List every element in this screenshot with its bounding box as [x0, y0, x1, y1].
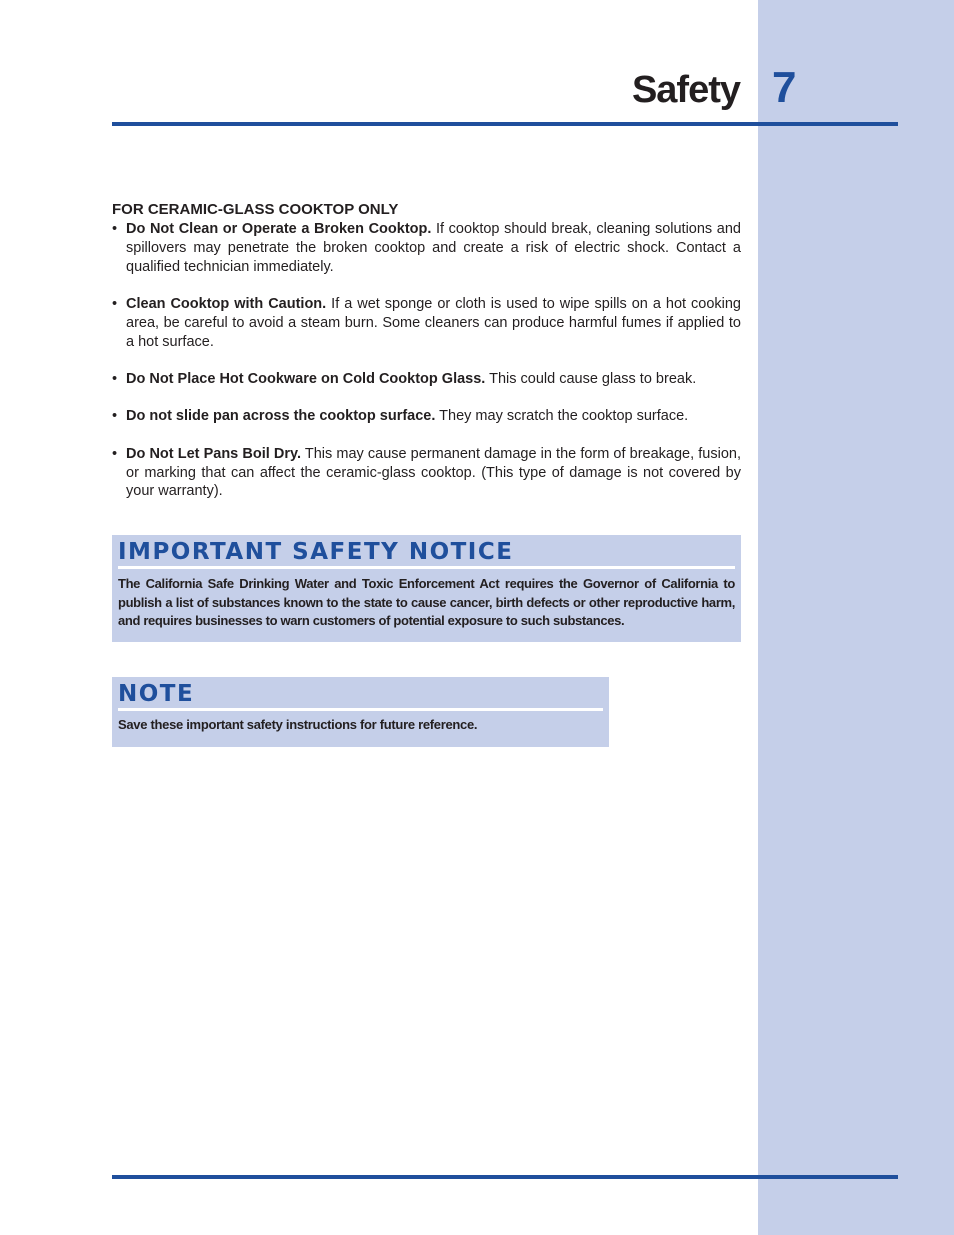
item-lead: Do Not Clean or Operate a Broken Cooktop. — [126, 221, 432, 237]
item-body: This could cause glass to break. — [485, 370, 697, 387]
item-lead: Clean Cooktop with Caution. — [126, 295, 327, 312]
list-item — [112, 407, 741, 426]
item-lead: Do Not Let Pans Boil Dry. — [126, 445, 301, 462]
item-lead: Do Not Place Hot Cookware on Cold Cooktop Glass. — [126, 370, 486, 387]
item-body: They may scratch the cooktop surface. — [435, 408, 689, 425]
item-body: If a wet sponge or cloth is used to wipe spills on a hot cooking area, be careful to avoid a steam burn. Some cleaners can produce harmful fumes if applied to a hot surface. — [126, 295, 741, 350]
note-title: NOTE — [118, 681, 195, 707]
list-item — [112, 445, 741, 501]
note-box — [112, 677, 609, 747]
footer-rule — [112, 1175, 898, 1179]
notice-title: IMPORTANT SAFETY NOTICE — [118, 539, 514, 565]
note-text: Save these important safety instructions for future reference. — [118, 717, 478, 732]
page-title: Safety — [631, 69, 740, 111]
list-item — [112, 295, 741, 351]
item-body: This may cause permanent damage in the form of breakage, fusion, or marking that can affect the ceramic-glass cooktop. (This type of damage is not covered by your warranty). — [126, 445, 741, 500]
section-heading: FOR CERAMIC-GLASS COOKTOP ONLY — [112, 201, 399, 218]
important-safety-notice — [112, 535, 741, 642]
notice-divider — [118, 566, 735, 569]
list-item — [112, 220, 741, 276]
list-item — [112, 370, 741, 389]
note-divider — [118, 708, 603, 711]
header-rule — [112, 122, 898, 126]
item-lead: Do not slide pan across the cooktop surface. — [126, 408, 436, 425]
side-band — [758, 0, 954, 1235]
page-number: 7 — [772, 63, 797, 112]
notice-text: The California Safe Drinking Water and Toxic Enforcement Act requires the Governor of California to publish a list of substances known to the state to cause cancer, birth defects or other reproductive harm, and requires businesses to warn customers of potential exposure to such substances. — [118, 576, 735, 628]
main-content — [112, 200, 741, 520]
safety-list — [112, 220, 741, 501]
item-body: If cooktop should break, cleaning solutions and spillovers may penetrate the broken cooktop and create a risk of electric shock. Contact a qualified technician immediately. — [126, 221, 741, 275]
